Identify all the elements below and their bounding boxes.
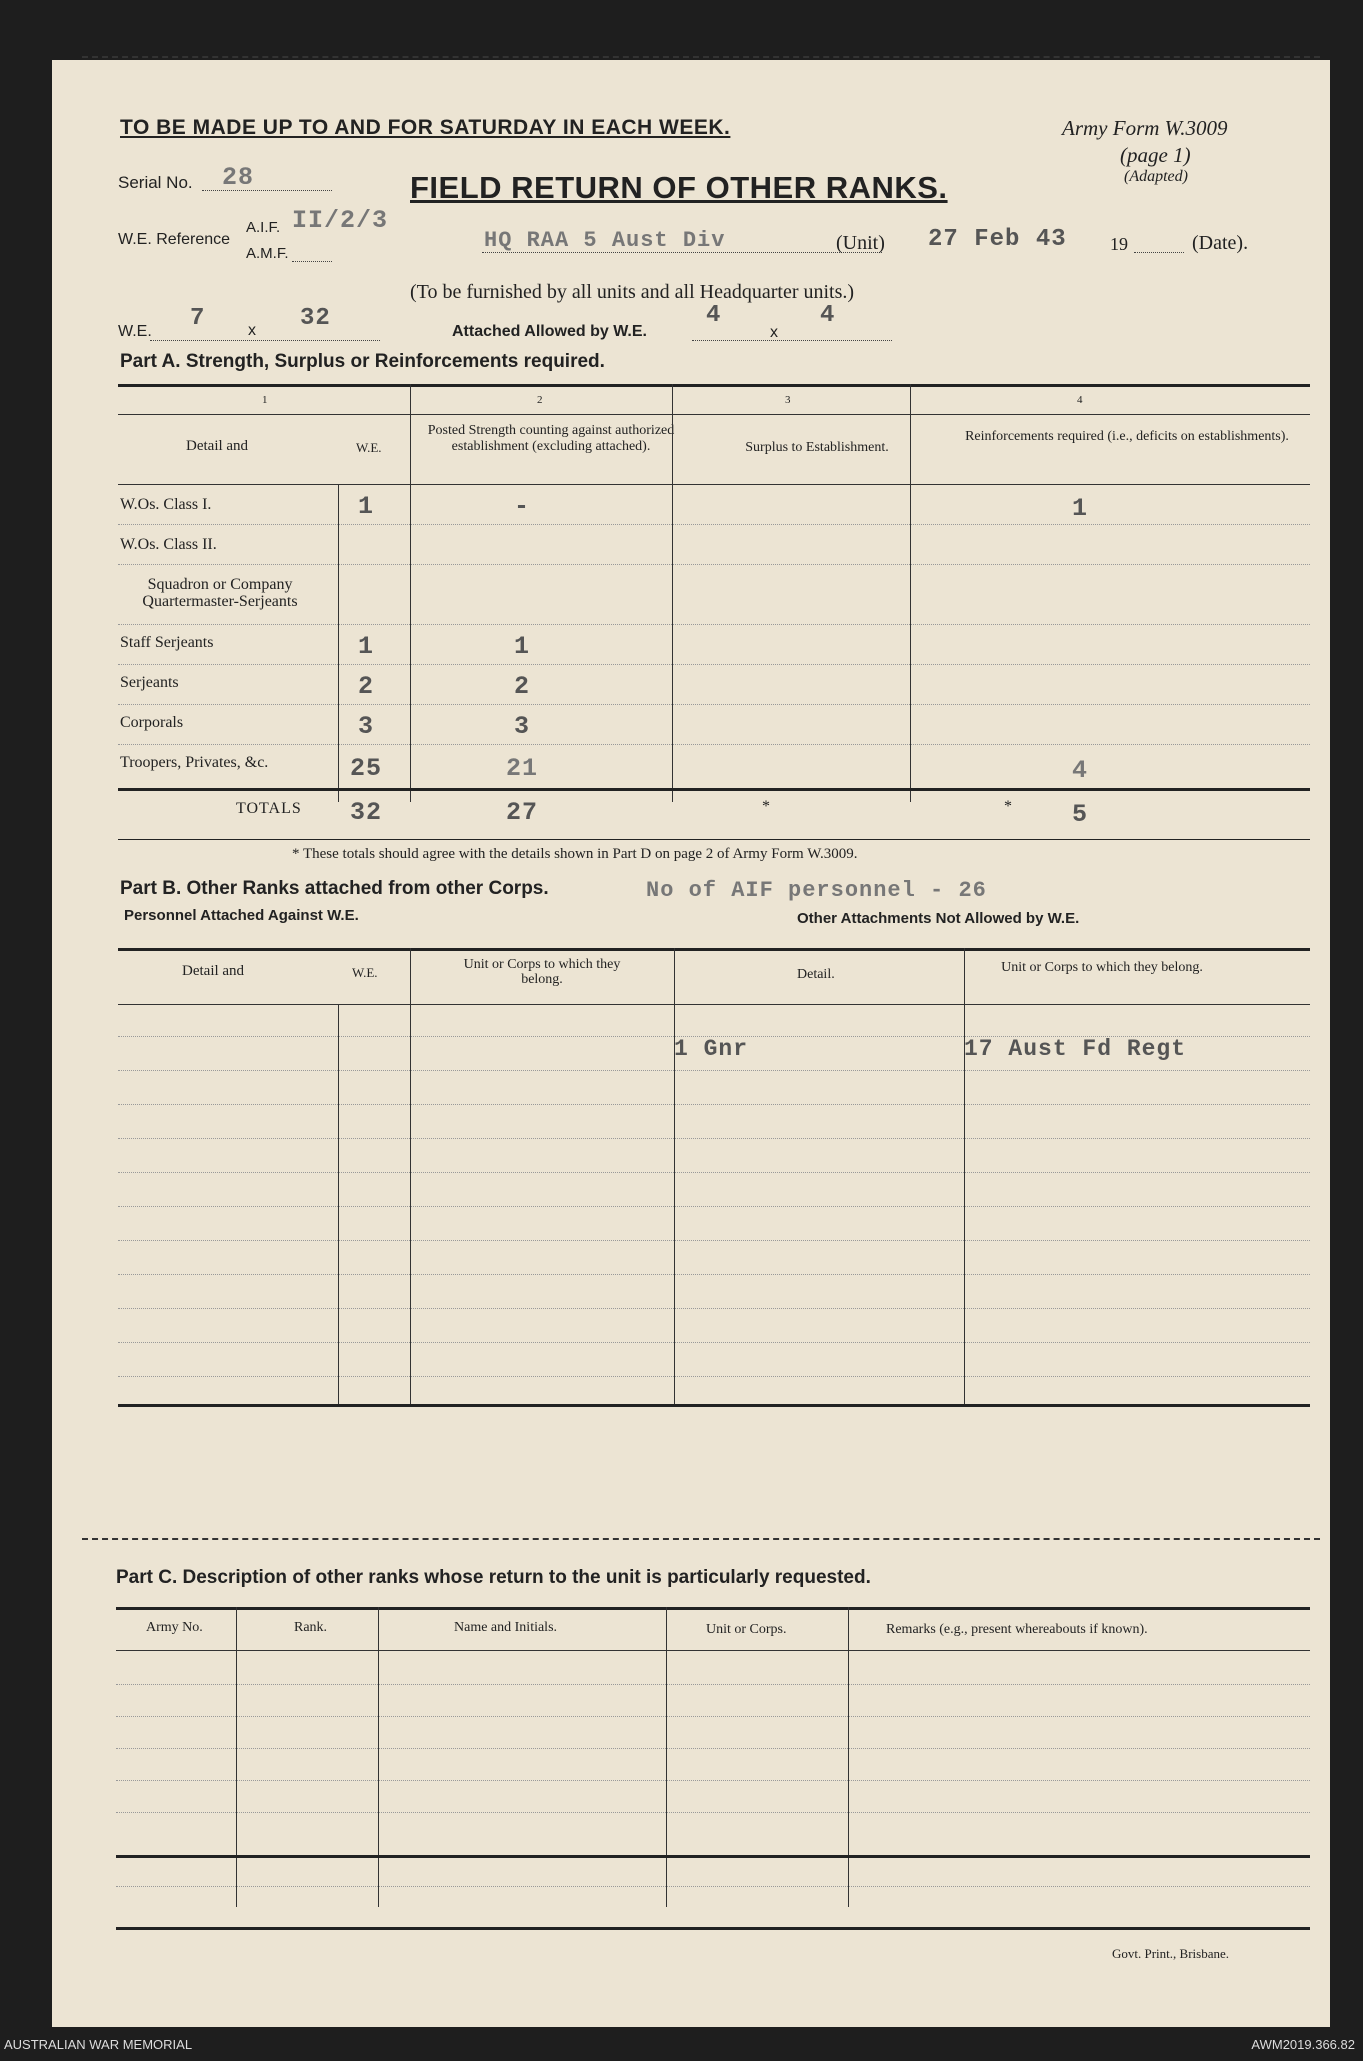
archive-right-label: AWM2019.366.82 <box>1251 2037 1355 2052</box>
row-reinf: 1 <box>1072 494 1089 523</box>
unit-line <box>482 252 882 253</box>
part-a-header-rule <box>118 484 1310 485</box>
vline-b-1 <box>338 1004 339 1404</box>
part-c-header-army-no: Army No. <box>146 1620 203 1635</box>
row-label: Serjeants <box>120 674 179 691</box>
part-b-entry-detail: 1 Gnr <box>674 1036 749 1062</box>
year-prefix: 19 <box>1110 234 1128 254</box>
row-we: 25 <box>350 754 383 783</box>
totals-bottom-rule <box>118 839 1310 840</box>
header-we: W.E. <box>356 440 382 455</box>
furnished-note: (To be furnished by all units and all Headquarter units.) <box>410 281 855 303</box>
we-line <box>150 340 380 341</box>
serial-label: Serial No. <box>118 173 193 192</box>
part-b-header-rule <box>118 1004 1310 1005</box>
part-b-title: Part B. Other Ranks attached from other Corps. <box>120 878 549 899</box>
part-b-top-rule <box>118 948 1310 951</box>
printer-credit: Govt. Print., Brisbane. <box>1112 1946 1229 1961</box>
archive-footer <box>0 2027 1363 2061</box>
table-row <box>118 626 1310 666</box>
row-label: W.Os. Class I. <box>120 496 212 513</box>
part-b-header-unit-right: Unit or Corps to which they belong. <box>1001 960 1203 975</box>
part-a-top-rule <box>118 384 1310 387</box>
part-c-bottom-rule <box>116 1927 1310 1930</box>
header-detail: Detail and <box>186 438 249 454</box>
row-posted: 2 <box>514 672 531 701</box>
vline-c-2 <box>378 1607 379 1907</box>
aif-value: II/2/3 <box>292 206 389 235</box>
part-c-title: Part C. Description of other ranks whose return to the unit is particularly requested. <box>116 1567 871 1588</box>
part-b-left-subtitle: Personnel Attached Against W.E. <box>124 907 359 924</box>
totals-row <box>118 792 1310 832</box>
part-b-typed-note: No of AIF personnel - 26 <box>646 878 987 903</box>
archive-left-label: AUSTRALIAN WAR MEMORIAL <box>4 2037 193 2052</box>
attached-line <box>692 340 892 341</box>
vline-b-4 <box>964 948 965 1404</box>
totals-we: 32 <box>350 798 383 827</box>
part-c-header-unit: Unit or Corps. <box>706 1622 787 1637</box>
header-posted: Posted Strength counting against authorized establishment (excluding attached). <box>427 423 675 454</box>
table-row <box>118 526 1310 564</box>
totals-reinf: 5 <box>1072 800 1089 829</box>
row-label: W.Os. Class II. <box>120 536 217 553</box>
attached-label: Attached Allowed by W.E. <box>452 323 647 340</box>
page-title: FIELD RETURN OF OTHER RANKS. <box>410 170 948 205</box>
totals-posted: 27 <box>506 798 539 827</box>
part-c-header-remarks: Remarks (e.g., present whereabouts if known). <box>886 1622 1148 1637</box>
col-number-4: 4 <box>1077 394 1083 406</box>
header-reinforcements: Reinforcements required (i.e., deficits on establishments). <box>965 429 1289 444</box>
aif-label: A.I.F. <box>246 219 281 236</box>
date-value: 27 Feb 43 <box>928 226 1067 253</box>
col-number-2: 2 <box>537 394 543 406</box>
row-label: Corporals <box>120 714 184 731</box>
part-c-header-rank: Rank. <box>294 1620 328 1635</box>
perforation-middle <box>82 1538 1320 1540</box>
row-we: 1 <box>358 492 375 521</box>
year-line <box>1134 252 1184 253</box>
we-value-a: 7 <box>190 305 206 332</box>
row-label: Squadron or Company Quartermaster-Serjeants <box>142 576 298 610</box>
row-we: 1 <box>358 632 375 661</box>
part-b-header-we: W.E. <box>352 965 378 980</box>
part-a-footnote: * These totals should agree with the details shown in Part D on page 2 of Army Form W.3009. <box>292 846 858 862</box>
part-c-top-rule <box>116 1607 1310 1610</box>
row-we: 2 <box>358 672 375 701</box>
unit-label: (Unit) <box>836 232 885 254</box>
part-b-right-subtitle: Other Attachments Not Allowed by W.E. <box>797 910 1080 927</box>
amf-line <box>292 261 332 262</box>
part-b-header-detail: Detail and <box>182 963 245 979</box>
totals-reinf-star: * <box>1004 798 1012 815</box>
table-row <box>118 666 1310 706</box>
attached-x: x <box>770 324 778 341</box>
row-label: Troopers, Privates, &c. <box>120 754 269 771</box>
row-we: 3 <box>358 712 375 741</box>
vline-c-1 <box>236 1607 237 1907</box>
row-posted: - <box>514 492 531 521</box>
form-page <box>52 60 1330 2027</box>
form-adapted: (Adapted) <box>1124 168 1188 185</box>
row-label: Staff Serjeants <box>120 634 214 651</box>
header-surplus: Surplus to Establishment. <box>745 440 889 455</box>
serial-value: 28 <box>222 163 255 192</box>
row-posted: 1 <box>514 632 531 661</box>
vline-b-2 <box>410 948 411 1404</box>
unit-value: HQ RAA 5 Aust Div <box>484 228 726 253</box>
part-a-title: Part A. Strength, Surplus or Reinforcements required. <box>120 351 605 372</box>
part-b-header-detail-right: Detail. <box>797 967 835 982</box>
amf-label: A.M.F. <box>246 245 289 262</box>
vline-c-4 <box>848 1607 849 1907</box>
form-name: Army Form W.3009 <box>1062 116 1228 140</box>
attached-b: 4 <box>820 302 836 329</box>
part-b-header-unit: Unit or Corps to which they belong. <box>463 957 621 987</box>
table-row <box>118 706 1310 746</box>
part-c-header-rule <box>116 1650 1310 1651</box>
row-posted: 21 <box>506 754 539 783</box>
table-row <box>118 486 1310 524</box>
form-page: (page 1) <box>1120 143 1191 167</box>
totals-surplus: * <box>762 798 770 815</box>
part-b-entry-unit: 17 Aust Fd Regt <box>964 1036 1187 1062</box>
totals-top-rule <box>118 788 1310 791</box>
vline-c-3 <box>666 1607 667 1907</box>
we-x: x <box>248 322 256 339</box>
col-number-3: 3 <box>785 394 791 406</box>
part-a-number-rule <box>118 414 1310 415</box>
part-b-bottom-rule <box>118 1404 1310 1407</box>
we-label: W.E. <box>118 323 152 340</box>
table-row <box>118 566 1310 622</box>
totals-label: TOTALS <box>236 800 302 817</box>
part-c-header-name: Name and Initials. <box>454 1620 558 1635</box>
col-number-1: 1 <box>262 394 268 406</box>
table-row <box>118 746 1310 786</box>
vline-b-3 <box>674 948 675 1404</box>
we-reference-label: W.E. Reference <box>118 231 231 248</box>
we-value-b: 32 <box>300 305 331 332</box>
instruction-text: TO BE MADE UP TO AND FOR SATURDAY IN EACH WEEK. <box>120 116 731 139</box>
perforation-top <box>82 56 1320 58</box>
row-reinf: 4 <box>1072 756 1089 785</box>
row-posted: 3 <box>514 712 531 741</box>
attached-a: 4 <box>706 302 722 329</box>
date-label: (Date). <box>1192 232 1249 254</box>
